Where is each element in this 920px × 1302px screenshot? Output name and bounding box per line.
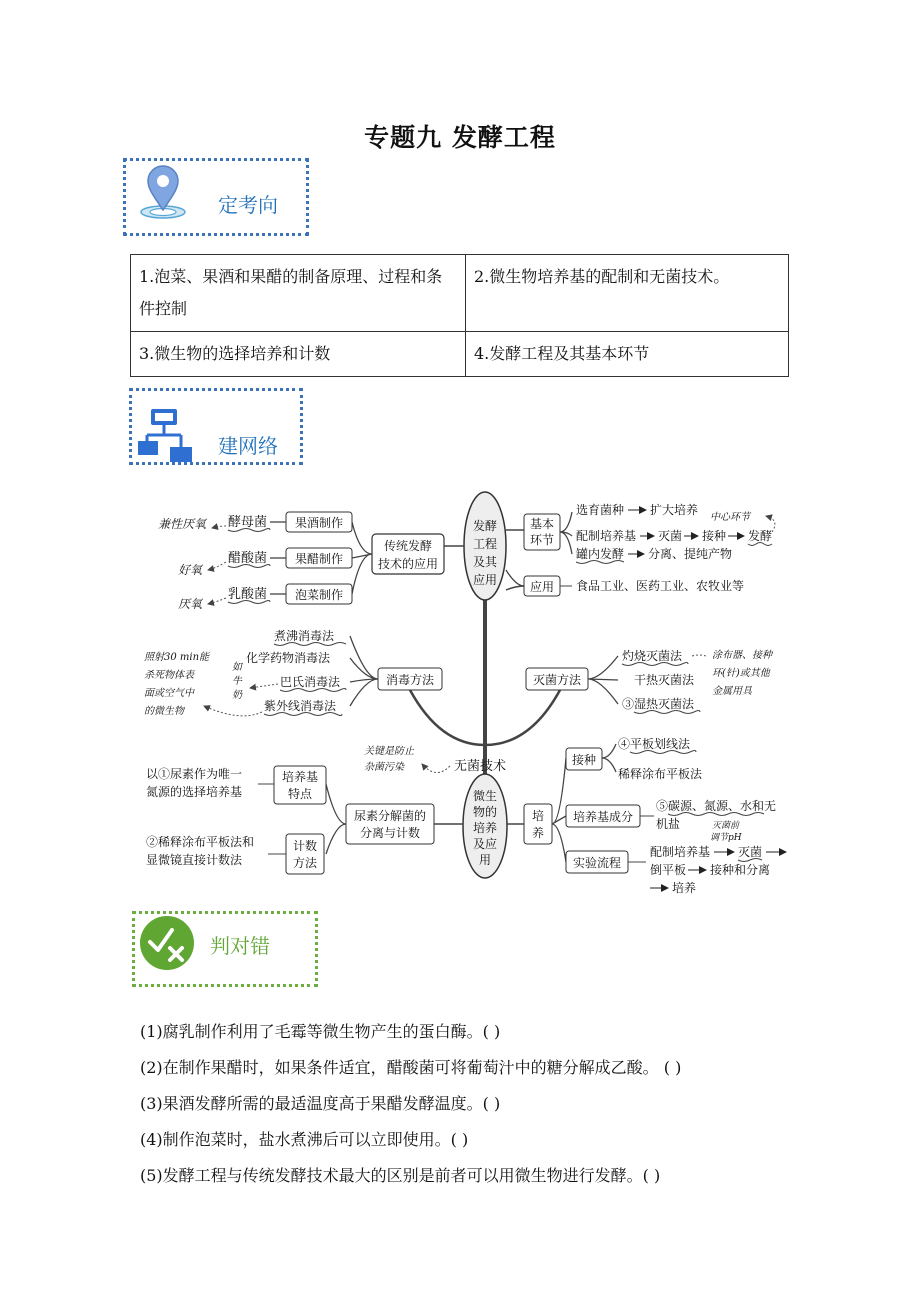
pickle-box: 泡菜制作 xyxy=(294,588,344,602)
proc-culture: 培养 xyxy=(672,881,697,895)
hub-bottom-line: 物的 xyxy=(472,805,498,819)
traditional-box-line: 传统发酵 xyxy=(383,539,433,553)
note-burn-line: 环(针)或其他 xyxy=(712,668,770,679)
note-ph-line: 调节pH xyxy=(710,833,742,843)
question-item: (2)在制作果醋时，如果条件适宜，醋酸菌可将葡萄汁中的糖分解成乙酸。 ( ) xyxy=(140,1058,682,1077)
inoculate-step: 接种 xyxy=(702,529,727,543)
basic-box-line: 环节 xyxy=(529,533,555,547)
question-item: (4)制作泡菜时，盐水煮沸后可以立即使用。( ) xyxy=(140,1130,469,1149)
disinfect-box: 消毒方法 xyxy=(385,673,435,687)
table-row xyxy=(131,332,789,377)
note-anaerobic: 厌氧 xyxy=(178,597,203,611)
table-cell: 1.泡菜、果酒和果醋的制备原理、过程和条件控制 xyxy=(131,255,466,332)
location-pin-icon xyxy=(138,164,188,222)
table-cell: 3.微生物的选择培养和计数 xyxy=(131,332,466,377)
sterilize-step: 灭菌 xyxy=(658,529,683,543)
network-section-title: 建网络 xyxy=(218,434,278,458)
burn-method: 灼烧灭菌法 xyxy=(622,649,683,663)
true-false-questions xyxy=(140,1014,860,1194)
application-box: 应用 xyxy=(529,580,555,594)
count-box-line: 方法 xyxy=(292,856,318,870)
culture-box-line: 培 xyxy=(531,809,545,823)
table-cell: 2.微生物培养基的配制和无菌技术。 xyxy=(466,255,789,332)
note-key-line: 关键是防止 xyxy=(364,746,414,757)
note-facultative: 兼性厌氧 xyxy=(158,517,207,531)
chemical-method: 化学药物消毒法 xyxy=(246,651,331,665)
note-uv-line: 照射30 min能 xyxy=(144,652,210,663)
spread-method: 稀释涂布平板法 xyxy=(618,767,703,781)
dry-heat-method: 干热灭菌法 xyxy=(634,673,695,687)
table-row xyxy=(131,255,789,332)
lactobacillus-label: 乳酸菌 xyxy=(228,587,268,602)
yeast-label: 酵母菌 xyxy=(228,515,268,530)
prepare-medium: 配制培养基 xyxy=(576,529,637,543)
note-uv-line: 面或空气中 xyxy=(144,688,194,699)
note-milk: 如 xyxy=(232,662,242,673)
proc-sterilize: 灭菌 xyxy=(738,845,763,859)
uv-method: 紫外线消毒法 xyxy=(264,699,337,713)
hub-top-line: 及其 xyxy=(472,555,498,569)
note-ph-line: 灭菌前 xyxy=(712,821,740,831)
proc-pour: 倒平板 xyxy=(650,863,687,877)
exam-topics-table xyxy=(130,254,789,377)
select-strain: 选育菌种 xyxy=(576,503,625,517)
center-label: 无菌技术 xyxy=(454,759,507,774)
application-fields: 食品工业、医药工业、农牧业等 xyxy=(576,579,745,593)
note-milk: 奶 xyxy=(232,690,242,701)
hub-top-line: 工程 xyxy=(472,537,498,551)
sterilize-method-box: 灭菌方法 xyxy=(532,673,582,687)
note-uv-line: 杀死物体表 xyxy=(144,670,194,681)
question-item: (5)发酵工程与传统发酵技术最大的区别是前者可以用微生物进行发酵。( ) xyxy=(140,1166,661,1185)
note-aerobic: 好氧 xyxy=(178,563,203,577)
table-cell: 4.发酵工程及其基本环节 xyxy=(466,332,789,377)
judge-section-title: 判对错 xyxy=(210,934,270,958)
composition-text-line: 机盐 xyxy=(656,817,681,831)
streak-method: ④平板划线法 xyxy=(618,737,691,751)
feature-box-line: 特点 xyxy=(287,787,313,801)
vinegar-box: 果醋制作 xyxy=(294,552,344,566)
note-uv-line: 的微生物 xyxy=(144,706,184,717)
direction-section-title: 定考向 xyxy=(218,193,278,217)
dilution-text-line: ②稀释涂布平板法和 xyxy=(146,835,255,849)
composition-box: 培养基成分 xyxy=(572,810,634,824)
question-item: (3)果酒发酵所需的最适温度高于果醋发酵温度。( ) xyxy=(140,1094,501,1113)
pasteur-method: 巴氏消毒法 xyxy=(280,675,341,689)
wine-box: 果酒制作 xyxy=(294,516,344,530)
network-diagram-icon xyxy=(137,407,193,463)
hub-bottom-line: 培养 xyxy=(472,821,498,835)
feature-box-line: 培养基 xyxy=(281,770,319,784)
procedure-box: 实验流程 xyxy=(572,856,622,870)
urea-text-line: 以①尿素作为唯一 xyxy=(146,767,243,781)
note-burn-line: 涂布器、接种 xyxy=(712,650,772,661)
count-box-line: 计数 xyxy=(292,839,318,853)
urea-box-line: 分离与计数 xyxy=(359,826,421,840)
hub-bottom-line: 用 xyxy=(478,853,492,867)
separate-step: 分离、提纯产物 xyxy=(648,547,733,561)
proc-inoc-sep: 接种和分离 xyxy=(710,863,771,877)
note-burn-line: 金属用具 xyxy=(712,686,752,697)
urea-text-line: 氮源的选择培养基 xyxy=(146,785,243,799)
expand-culture: 扩大培养 xyxy=(650,503,699,517)
tank-ferment: 罐内发酵 xyxy=(576,547,625,561)
traditional-box-line: 技术的应用 xyxy=(377,557,439,571)
check-cross-icon xyxy=(138,914,196,972)
ferment-step: 发酵 xyxy=(748,529,773,543)
composition-text-line: ⑤碳源、氮源、水和无 xyxy=(656,799,777,813)
question-item: (1)腐乳制作利用了毛霉等微生物产生的蛋白酶。( ) xyxy=(140,1022,501,1041)
urea-box-line: 尿素分解菌的 xyxy=(353,809,427,823)
note-key-line: 杂菌污染 xyxy=(364,762,404,773)
hub-top-line: 发酵 xyxy=(472,519,498,533)
note-milk: 牛 xyxy=(232,676,242,687)
hub-top-line: 应用 xyxy=(472,573,498,587)
note-center: 中心环节 xyxy=(710,512,750,523)
inoculate-box: 接种 xyxy=(571,753,597,767)
hub-bottom-line: 及应 xyxy=(472,837,498,851)
moist-method: ③湿热灭菌法 xyxy=(622,697,695,711)
acetobacter-label: 醋酸菌 xyxy=(228,551,268,566)
basic-box-line: 基本 xyxy=(529,517,555,531)
dilution-text-line: 显微镜直接计数法 xyxy=(146,853,243,867)
culture-box-line: 养 xyxy=(531,826,545,840)
knowledge-mind-map xyxy=(140,490,800,900)
page-title: 专题九 发酵工程 xyxy=(364,123,556,152)
hub-bottom-line: 微生 xyxy=(472,789,498,803)
boil-method: 煮沸消毒法 xyxy=(274,629,335,643)
proc-prepare: 配制培养基 xyxy=(650,845,711,859)
